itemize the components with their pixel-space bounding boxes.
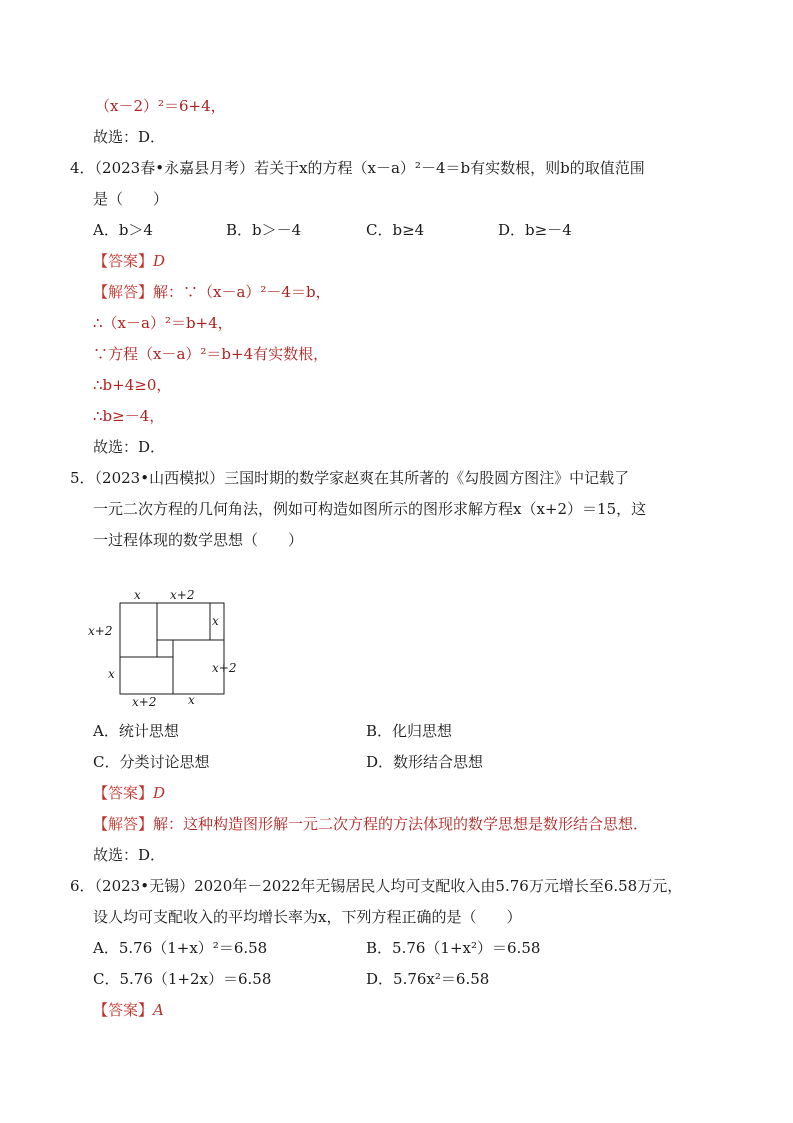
option-c: C．分类讨论思想 <box>93 753 210 771</box>
option-a: A．5.76（1+x）²＝6.58 <box>93 939 268 957</box>
answer-value: D <box>153 252 166 270</box>
label-bottom-x: x <box>188 693 195 707</box>
solution-line: ∴（x－a）²＝b+4， <box>93 314 233 332</box>
question-number: 6． <box>70 877 95 895</box>
question-number: 4． <box>70 159 95 177</box>
choose-line: 故选：D． <box>93 846 166 864</box>
choose-line: 故选：D． <box>93 438 166 456</box>
choose-line: 故选：D． <box>93 128 166 146</box>
question-5-line3: 一过程体现的数学思想（ ） <box>93 531 304 549</box>
label-top-x2: x+2 <box>170 588 195 602</box>
solution-line: ∵方程（x－a）²＝b+4有实数根， <box>93 345 329 363</box>
question-stem: （2023春•永嘉县月考）若关于x的方程（x－a）²－4＝b有实数根，则b的取值范围 <box>94 159 645 177</box>
answer-tag: 【答案】 <box>93 252 154 270</box>
option-d: D．5.76x²＝6.58 <box>366 970 490 988</box>
option-a: A．b＞4 <box>93 221 153 239</box>
rect-top-right <box>157 603 210 640</box>
question-5-line1 <box>70 468 629 488</box>
solution-line: 【解答】解：这种构造图形解一元二次方程的方法体现的数学思想是数形结合思想． <box>93 815 649 833</box>
question-6-line2: 设人均可支配收入的平均增长率为x，下列方程正确的是（ ） <box>93 908 522 926</box>
question-4-line1 <box>70 158 645 178</box>
option-d: D．数形结合思想 <box>366 753 484 771</box>
label-right-x2: x+2 <box>212 661 237 675</box>
option-a: A．统计思想 <box>93 722 179 740</box>
question-5-line2: 一元二次方程的几何角法，例如可构造如图所示的图形求解方程x（x+2）＝15，这 <box>93 500 647 518</box>
option-c: C．5.76（1+2x）＝6.58 <box>93 970 272 988</box>
rect-bottom-left <box>120 657 173 694</box>
label-bottom-x2: x+2 <box>132 695 157 709</box>
label-left-x2: x+2 <box>88 624 113 638</box>
rect-top-left <box>120 603 157 657</box>
answer-line <box>93 783 165 803</box>
label-top-x: x <box>134 588 141 602</box>
answer-value: A <box>153 1001 164 1019</box>
solution-line: 【解答】解：∵（x－a）²－4＝b， <box>93 283 331 301</box>
solution-line: ∴b+4≥0， <box>93 376 172 394</box>
label-right-x: x <box>212 614 219 628</box>
answer-line <box>93 1000 164 1020</box>
geometry-diagram <box>88 586 258 710</box>
question-6-line1 <box>70 876 682 896</box>
answer-tag: 【答案】 <box>93 784 154 802</box>
solution-line: （x－2）²＝6+4， <box>95 97 226 115</box>
outer-square <box>120 603 224 694</box>
option-c: C．b≥4 <box>366 221 425 239</box>
question-stem: （2023•山西模拟）三国时期的数学家赵爽在其所著的《勾股圆方图注》中记载了 <box>94 469 630 487</box>
question-number: 5． <box>70 469 95 487</box>
answer-value: D <box>153 784 166 802</box>
option-d: D．b≥－4 <box>498 221 572 239</box>
jieda-tag: 【解答】 <box>93 815 154 833</box>
option-b: B．5.76（1+x²）＝6.58 <box>366 939 541 957</box>
label-left-x: x <box>108 667 115 681</box>
option-b: B．b＞－4 <box>226 221 302 239</box>
question-stem: （2023•无锡）2020年－2022年无锡居民人均可支配收入由5.76万元增长至6.58万元， <box>94 877 683 895</box>
answer-tag: 【答案】 <box>93 1001 154 1019</box>
answer-line <box>93 251 165 271</box>
jieda-tag: 【解答】 <box>93 283 154 301</box>
solution-line: ∴b≥－4， <box>93 407 165 425</box>
question-4-line2: 是（ ） <box>93 190 169 208</box>
option-b: B．化归思想 <box>366 722 453 740</box>
